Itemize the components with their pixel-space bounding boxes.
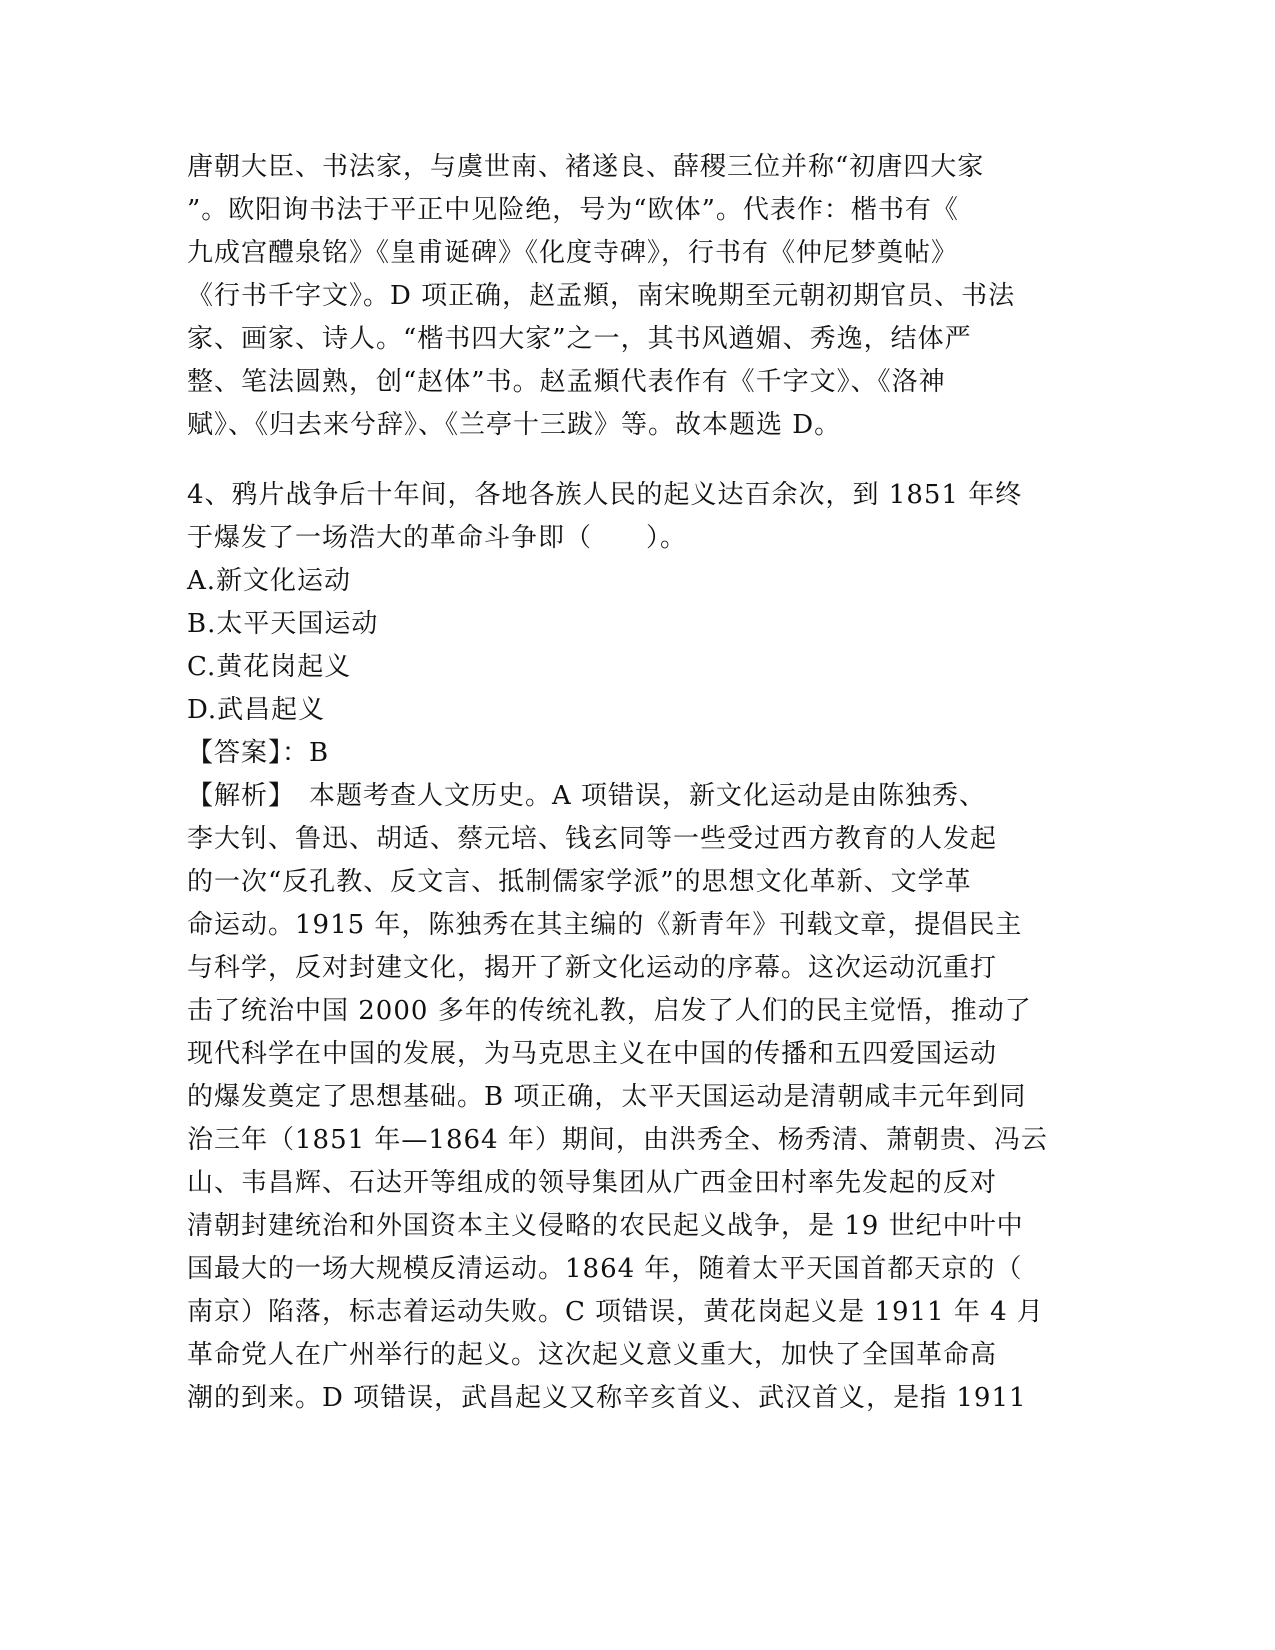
option-d: D.武昌起义 <box>187 695 326 725</box>
question-stem-line: 4、鸦片战争后十年间，各地各族人民的起义达百余次，到 1851 年终 <box>187 480 1023 510</box>
analysis-line: 【解析】 本题考查人文历史。A 项错误，新文化运动是由陈独秀、 <box>187 781 987 811</box>
question-block <box>187 474 1087 1420</box>
analysis-line: 现代科学在中国的发展，为马克思主义在中国的传播和五四爱国运动 <box>187 1039 998 1069</box>
text-line: 唐朝大臣、书法家，与虞世南、褚遂良、薛稷三位并称“初唐四大家 <box>187 152 985 182</box>
option-a: A.新文化运动 <box>187 566 352 596</box>
text-line: 赋》、《归去来兮辞》、《兰亭十三跋》等。故本题选 D。 <box>187 410 842 440</box>
analysis-paragraph <box>187 775 1087 1420</box>
analysis-line: 与科学，反对封建文化，揭开了新文化运动的序幕。这次运动沉重打 <box>187 953 998 983</box>
option-c: C.黄花岗起义 <box>187 652 352 682</box>
text-line: 九成宫醴泉铭》《皇甫诞碑》《化度寺碑》，行书有《仲尼梦奠帖》 <box>187 238 959 268</box>
analysis-line: 的爆发奠定了思想基础。B 项正确，太平天国运动是清朝咸丰元年到同 <box>187 1082 1027 1112</box>
text-line: 整、笔法圆熟，创“赵体”书。赵孟頫代表作有《千字文》、《洛神 <box>187 367 946 397</box>
option-b: B.太平天国运动 <box>187 609 379 639</box>
analysis-line: 击了统治中国 2000 多年的传统礼教，启发了人们的民主觉悟，推动了 <box>187 996 1032 1026</box>
text-line: ”。欧阳询书法于平正中见险绝，号为“欧体”。代表作：楷书有《 <box>187 195 959 225</box>
analysis-line: 山、韦昌辉、石达开等组成的领导集团从广西金田村率先发起的反对 <box>187 1168 998 1198</box>
question-stem-line: 于爆发了一场浩大的革命斗争即（ ）。 <box>187 523 688 553</box>
analysis-line: 清朝封建统治和外国资本主义侵略的农民起义战争，是 19 世纪中叶中 <box>187 1211 1024 1241</box>
analysis-line: 命运动。1915 年，陈独秀在其主编的《新青年》刊载文章，提倡民主 <box>187 910 1023 940</box>
analysis-line: 治三年（1851 年—1864 年）期间，由洪秀全、杨秀清、萧朝贵、冯云 <box>187 1125 1048 1155</box>
previous-analysis-paragraph <box>187 146 1087 447</box>
analysis-line: 李大钊、鲁迅、胡适、蔡元培、钱玄同等一些受过西方教育的人发起 <box>187 824 998 854</box>
analysis-line: 革命党人在广州举行的起义。这次起义意义重大，加快了全国革命高 <box>187 1340 998 1370</box>
analysis-line: 的一次“反孔教、反文言、抵制儒家学派”的思想文化革新、文学革 <box>187 867 972 897</box>
page-content <box>187 146 1087 1420</box>
text-line: 《行书千字文》。D 项正确，赵孟頫，南宋晚期至元朝初期官员、书法 <box>187 281 1016 311</box>
analysis-line: 国最大的一场大规模反清运动。1864 年，随着太平天国首都天京的（ <box>187 1254 1023 1284</box>
answer-line: 【答案】：B <box>187 738 330 768</box>
text-line: 家、画家、诗人。“楷书四大家”之一，其书风遒媚、秀逸，结体严 <box>187 324 972 354</box>
paragraph-gap <box>187 447 1087 474</box>
analysis-line: 潮的到来。D 项错误，武昌起义又称辛亥首义、武汉首义，是指 1911 <box>187 1383 1027 1413</box>
analysis-line: 南京）陷落，标志着运动失败。C 项错误，黄花岗起义是 1911 年 4 月 <box>187 1297 1044 1327</box>
